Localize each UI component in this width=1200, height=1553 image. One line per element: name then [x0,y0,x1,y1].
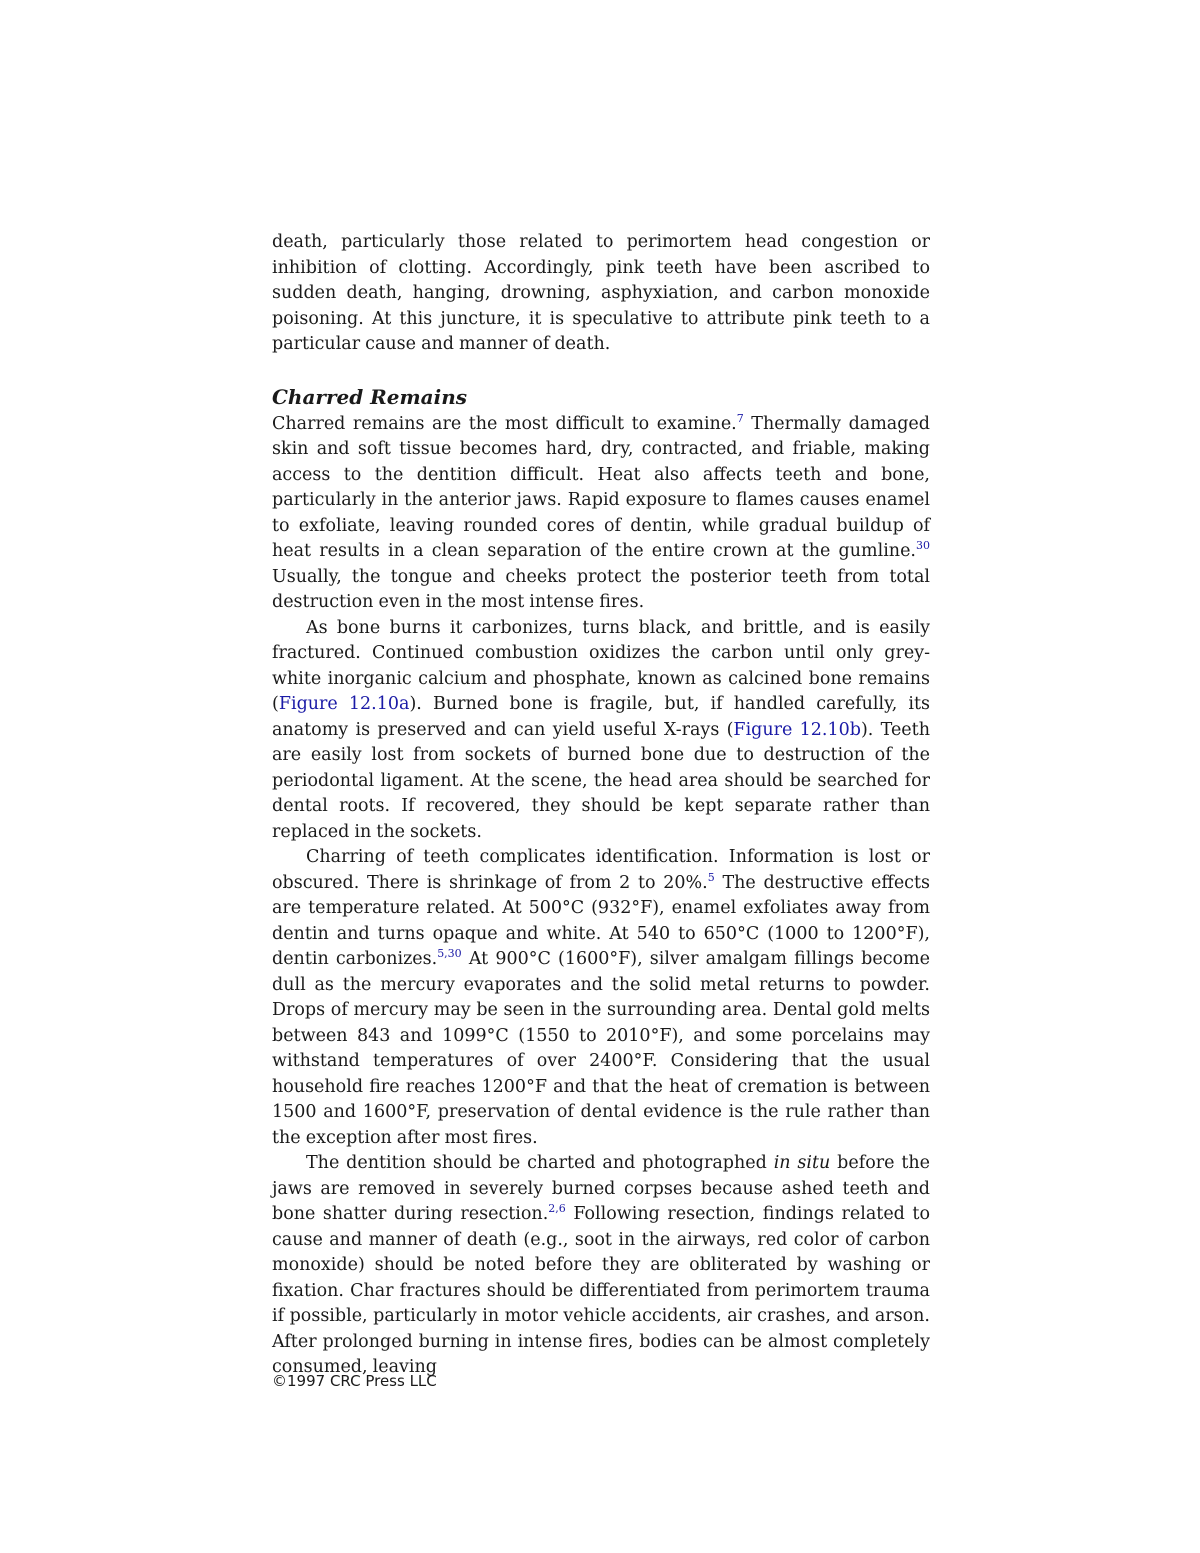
paragraph-text: At 900°C (1600°F), silver amalgam fillings become dull as the mercury evaporates and the solid metal returns to powder. Drops of mercury may be seen in the surrounding area. Dental gold melts between 843 and 1099°C (1550 to 2010°F), and some porcelains may withstand temperatures of over 2400°F. Considering that the usual household fire reaches 1200°F and that the heat of cremation is between 1500 and 1600°F, preservation of dental evidence is the rule rather than the exception after most fires. [272,949,930,1148]
paragraph-charring-of-teeth [272,845,930,1151]
paragraph-text: Following resection, findings related to cause and manner of death (e.g., soot in the airways, red color of carbon monoxide) should be noted before they are obliterated by washing or fixation. Char fractures should be differentiated from perimortem trauma if possible, particularly in motor vehicle accidents, air crashes, and arson. After prolonged burning in intense fires, bodies can be almost completely consumed, leaving [272,1204,930,1377]
paragraph-text: Charred remains are the most difficult to examine. [272,413,737,434]
reference-citation[interactable]: 30 [916,539,930,553]
copyright-footer: ©1997 CRC Press LLC [272,1372,437,1390]
page-body [272,230,930,1381]
paragraph-text: Usually, the tongue and cheeks protect the posterior teeth from total destruction even in the most intense fires. [272,566,930,612]
paragraph-text: ). Teeth are easily lost from sockets of burned bone due to destruction of the periodontal ligament. At the scene, the head area should be searched for dental roots. If recovered, they should be kept separate rather than replaced in the sockets. [272,719,930,842]
paragraph-text: Thermally damaged skin and soft tissue becomes hard, dry, contracted, and friable, making access to the dentition difficult. Heat also affects teeth and bone, particularly in the anterior jaws. Rapid exposure to flames causes enamel to exfoliate, leaving rounded cores of dentin, while gradual buildup of heat results in a clean separation of the entire crown at the gumline. [272,413,930,561]
reference-citation[interactable]: 5,30 [437,947,462,961]
paragraph-text: The dentition should be charted and photographed [306,1153,774,1173]
figure-link-12-10b[interactable]: Figure 12.10b [733,719,861,740]
paragraph-text: As bone burns it carbonizes, turns black, and brittle, and is easily fractured. Continued combustion oxidizes the carbon until only grey-white inorganic calcium and phosphate, known as calcined bone remains ( [272,617,930,714]
paragraph-dentition-charting [272,1151,930,1381]
italic-term: in situ [773,1153,831,1173]
paragraph-pink-teeth: death, particularly those related to perimortem head congestion or inhibition of clotting. Accordingly, pink teeth have been ascribed to sudden death, hanging, drowning, asphyxiation, and carbon monoxide poisoning. At this juncture, it is speculative to attribute pink teeth to a particular cause and manner of death. [272,232,930,354]
paragraph-text: ). Burned bone is fragile, but, if handled carefully, its anatomy is preserved and can yield useful X-rays ( [272,694,930,740]
reference-citation[interactable]: 7 [736,411,744,425]
paragraph-burned-bone [272,616,930,846]
paragraph-charred-remains [272,412,930,616]
paragraph-text: before the jaws are removed in severely burned corpses because ashed teeth and bone shatter during resection. [272,1153,931,1224]
reference-citation[interactable]: 5 [707,870,715,884]
reference-citation[interactable]: 2,6 [548,1202,566,1216]
figure-link-12-10a[interactable]: Figure 12.10a [278,694,410,714]
paragraph-text: The destructive effects are temperature related. At 500°C (932°F), enamel exfoliates away from dentin and turns opaque and white. At 540 to 650°C (1000 to 1200°F), dentin carbonizes. [272,872,930,969]
section-heading-charred-remains: Charred Remains [272,384,468,409]
paragraph-text: Charring of teeth complicates identification. Information is lost or obscured. There is shrinkage of from 2 to 20%. [272,847,930,893]
